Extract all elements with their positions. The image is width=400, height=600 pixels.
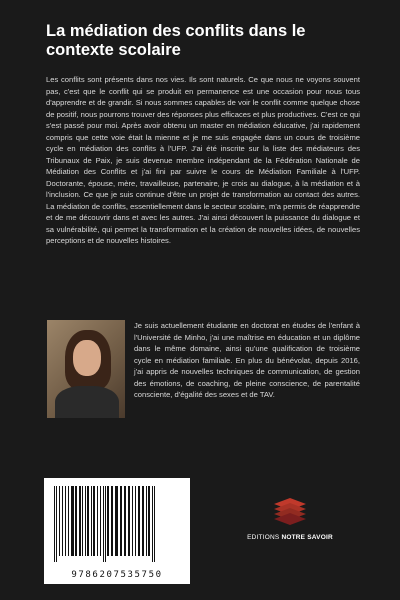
publisher-prefix: EDITIONS bbox=[247, 534, 280, 541]
publisher-name-b: SAVOIR bbox=[307, 534, 333, 541]
isbn-number: 9786207535750 bbox=[71, 570, 163, 580]
author-photo bbox=[47, 320, 125, 418]
barcode-bars bbox=[52, 486, 182, 562]
back-cover-description: Les conflits sont présents dans nos vies. Ils sont naturels. Ce que nous ne voyons souvent pas, c'est que le conflit qui se produit en permanence est une occasion pour nous tous d'apprendre et de grandir. Si nous sommes capables de voir le conflit comme quelque chose de positif, nous pourrons trouver des réponses plus efficaces et plus productives. C'est ce qui s'est passé pour moi. Après avoir obtenu un master en médiation éducative, j'ai rapidement compris que cette voie était la mienne et je me suis engagée dans un cours de troisième cycle en médiation des conflits à l'UFP. J'ai été inscrite sur la liste des médiateurs des Tribunaux de Paix, je suis devenue membre indépendant de la Fédération Nationale de Médiation des Conflits et j'ai fini par suivre le cours de Médiation Familiale à l'UFP. Doctorante, épouse, mère, travailleuse, partenaire, je crois au dialogue, à la médiation et à l'inclusion. Ce que je suis continue d'être un projet de transformation au contact des autres. La médiation de conflits, essentiellement dans le secteur scolaire, m'a permis de réapprendre et de me découvrir dans et avec les autres. J'ai ainsi découvert la puissance du dialogue et sa vulnérabilité, qui permet la transformation et la création de nouvelles idées, de nouvelles perceptions et de nouvelles histoires. bbox=[46, 75, 360, 245]
publisher-logo-icon bbox=[270, 496, 310, 528]
author-biography: Je suis actuellement étudiante en doctorat en études de l'enfant à l'Université de Minho, j'ai une maîtrise en éducation et un diplôme dans le même domaine, ainsi qu'une qualification de troisième cycle en médiation familiale. En plus du bénévolat, depuis 2016, j'ai appris de nouvelles techniques de communication, de gestion des émotions, de coaching, de pleine conscience, de parentalité consciente, d'égalité des sexes et de TAV. bbox=[134, 321, 360, 399]
book-title: La médiation des conflits dans le contexte scolaire bbox=[46, 22, 306, 59]
publisher-block bbox=[240, 496, 340, 556]
isbn-barcode bbox=[44, 478, 190, 584]
publisher-name bbox=[240, 534, 340, 541]
publisher-name-a: NOTRE bbox=[281, 534, 306, 541]
